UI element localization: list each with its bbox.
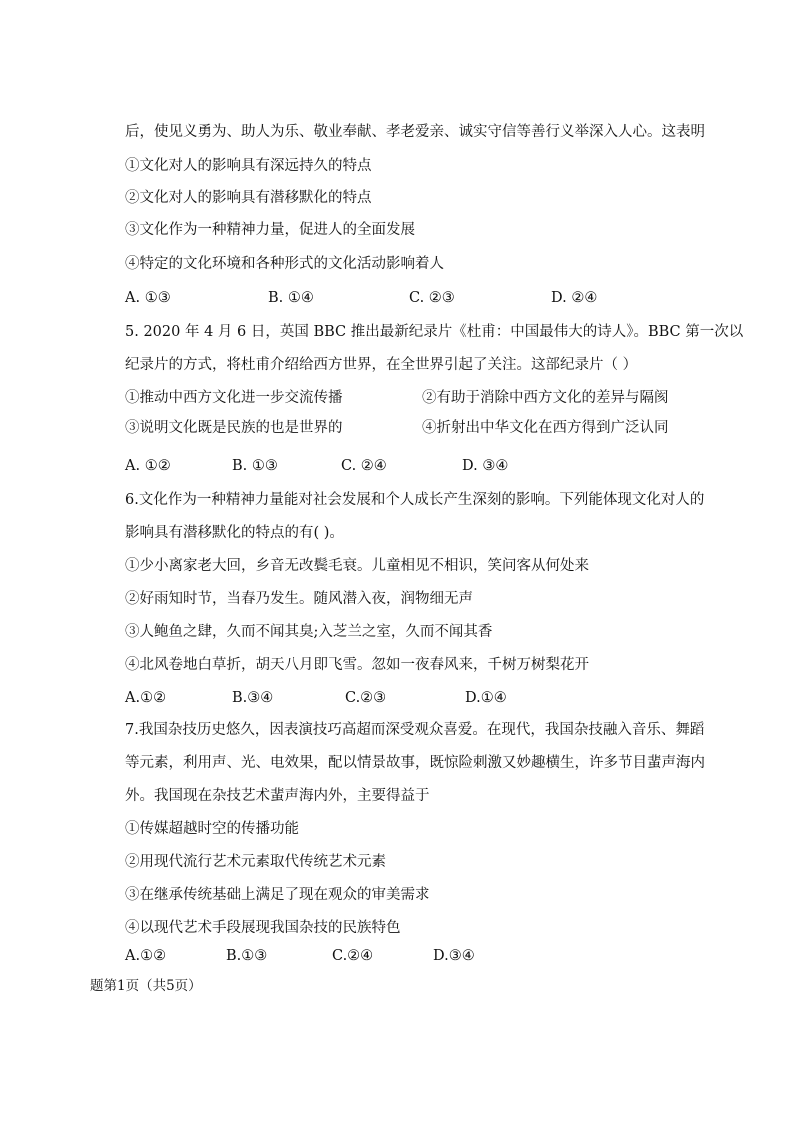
q5-item-4: ④折射出中华文化在西方得到广泛认同 xyxy=(422,420,669,436)
q4-stem-tail: 后，使见义勇为、助人为乐、敬业奉献、孝老爱亲、诚实守信等善行义举深入人心。这表明 xyxy=(125,124,705,140)
q7-item-2: ②用现代流行艺术元素取代传统艺术元素 xyxy=(125,854,386,870)
q6-stem-line-1: 6.文化作为一种精神力量能对社会发展和个人成长产生深刻的影响。下列能体现文化对人的 xyxy=(125,492,705,508)
q6-option-c: C.②③ xyxy=(345,690,387,706)
q7-option-c: C.②④ xyxy=(332,948,374,964)
q5-option-d: D. ③④ xyxy=(462,458,509,474)
page-footer: 题第1页（共5页） xyxy=(90,978,202,994)
q6-option-a: A.①② xyxy=(125,690,167,706)
q7-option-a: A.①② xyxy=(125,948,167,964)
q7-option-b: B.①③ xyxy=(226,948,268,964)
q7-stem-line-3: 外。我国现在杂技艺术蜚声海内外，主要得益于 xyxy=(125,788,430,804)
q6-item-3: ③人鲍鱼之肆，久而不闻其臭;入芝兰之室，久而不闻其香 xyxy=(125,624,493,640)
q5-item-2: ②有助于消除中西方文化的差异与隔阂 xyxy=(422,390,669,406)
q7-item-3: ③在继承传统基础上满足了现在观众的审美需求 xyxy=(125,887,430,903)
q4-option-b: B. ①④ xyxy=(268,290,314,306)
q4-option-a: A. ①③ xyxy=(125,290,171,306)
q4-item-2: ②文化对人的影响具有潜移默化的特点 xyxy=(125,190,372,206)
q7-item-1: ①传媒超越时空的传播功能 xyxy=(125,821,299,837)
q6-stem-line-2: 影响具有潜移默化的特点的有( )。 xyxy=(125,525,344,541)
q4-option-d: D. ②④ xyxy=(551,290,598,306)
q5-option-a: A. ①② xyxy=(125,458,171,474)
q5-stem-line-2: 纪录片的方式，将杜甫介绍给西方世界，在全世界引起了关注。这部纪录片（ ） xyxy=(125,357,638,373)
q4-item-4: ④特定的文化环境和各种形式的文化活动影响着人 xyxy=(125,256,444,272)
q7-stem-line-1: 7.我国杂技历史悠久，因表演技巧高超而深受观众喜爱。在现代，我国杂技融入音乐、舞蹈 xyxy=(125,722,705,738)
q7-stem-line-2: 等元素，利用声、光、电效果，配以情景故事，既惊险刺激又妙趣横生，许多节目蜚声海内 xyxy=(125,755,705,771)
q6-item-4: ④北风卷地白草折，胡天八月即飞雪。忽如一夜春风来，千树万树梨花开 xyxy=(125,657,589,673)
q5-item-3: ③说明文化既是民族的也是世界的 xyxy=(125,420,343,436)
q6-option-d: D.①④ xyxy=(465,690,507,706)
q7-option-d: D.③④ xyxy=(433,948,475,964)
q6-item-2: ②好雨知时节，当春乃发生。随风潜入夜，润物细无声 xyxy=(125,591,473,607)
q4-option-c: C. ②③ xyxy=(409,290,455,306)
q4-item-1: ①文化对人的影响具有深远持久的特点 xyxy=(125,158,372,174)
q4-item-3: ③文化作为一种精神力量，促进人的全面发展 xyxy=(125,222,415,238)
q6-option-b: B.③④ xyxy=(232,690,274,706)
q7-item-4: ④以现代艺术手段展现我国杂技的民族特色 xyxy=(125,920,401,936)
q6-item-1: ①少小离家老大回，乡音无改鬓毛衰。儿童相见不相识，笑问客从何处来 xyxy=(125,558,589,574)
q5-option-c: C. ②④ xyxy=(341,458,387,474)
q5-item-1: ①推动中西方文化进一步交流传播 xyxy=(125,390,343,406)
q5-option-b: B. ①③ xyxy=(232,458,278,474)
q5-stem-line-1: 5. 2020 年 4 月 6 日，英国 BBC 推出最新纪录片《杜甫：中国最伟大的诗人》。BBC 第一次以 xyxy=(125,324,744,340)
